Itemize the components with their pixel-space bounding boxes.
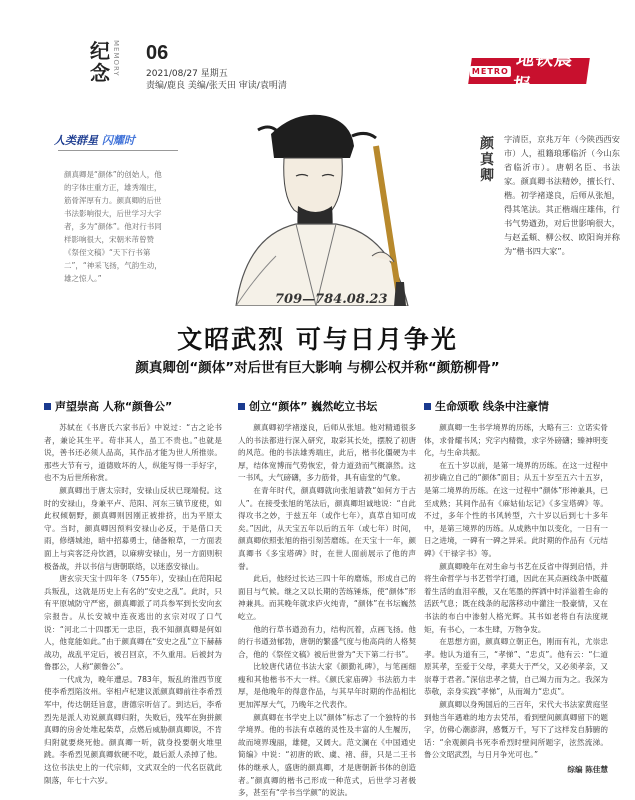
brand-prefix: METRO (472, 66, 509, 76)
issue-date: 2021/08/27 星期五 (146, 69, 228, 79)
paragraph: 颜真卿初学褚遂良，后师从张旭。他对精通很多人的书法都进行深入研究，取彩其长处，摆脱了初唐的风范。他的书法雄秀端庄，此后，楷书化僵硬为丰厚，结体宽博而气势恢宏，骨力道劲而气概凛然。这一书风，大气磅礴，多力筋骨，具有庙堂的气象。 (238, 423, 416, 483)
paragraph: 他的行草书遒劲有力，结构沉着，点画飞扬。他的行书遒劲郁勃，唐朝的繁盛气度与他高尚的人格契合，他的《祭侄文稿》被后世誉为“天下第二行书”。 (238, 624, 416, 659)
intro-text: 颜真卿是“颜体”的创始人，他的字体庄重方正，雄秀端庄，筋骨浑厚有力。颜真卿的后世书法影响很大，后世学习大字者，多为“颜体”。他对行书同样影响很大，宋朝米芾曾赞《祭侄文稿》“天下行书第二”，“神采飞扬，气韵生动，雄之惊人。” (64, 170, 162, 283)
tag-highlight: 闪耀时 (101, 134, 135, 147)
square-bullet-icon (424, 403, 431, 410)
paragraph: 此后，他经过长达三四十年的磨炼，形成自己的面目与气候。继之又以长期的苦练锤炼，使“颜体”形神兼具。而其晚年就求庐火纯青，“颜体”在书坛巍然屹立。 (238, 574, 416, 621)
paragraph: 在青年时代，颜真卿就向张旭请教“如何方于古人”。在接受张旭的笔法后，颜真卿坦诚地说：“自此得攻书之妙，于兹五年（或作七年），真草自知可成矣。”因此，从天宝五年以后的五年（或七年）时间，颜真卿依照张旭的指引刻苦磨练。在天宝十一年，颜真卿书《多宝塔碑》时，在世人面前展示了他的声誉。 (238, 485, 416, 571)
tag-underline (58, 150, 178, 151)
author-signature: 综编 陈佳慧 (567, 765, 608, 775)
article-title: 文昭武烈 可与日月争光 (177, 325, 458, 354)
paragraph: 颜真卿出于唐太宗时，安禄山反状已现端倪。这时的安禄山，身兼平卢、范阳、河东三镇节度使，如此权倾朝野，颜真卿则因刚正被排挤，出为平原太守。当时，颜真卿因预料安禄山必反，于是借口天雨，修缮城池，暗中招募勇士，储备粮草，一方面表面上与宾客泛舟饮酒，以麻痹安禄山，另一方面则积极备战，并以书信与唐朝联络，以迷惑安禄山。 (44, 485, 222, 571)
paragraph: 颜真卿晚年在对生命与书艺在反省中得到启悟，并将生命哲学与书艺哲学打通，因此在其点画线条中既蕴着生活的血泪辛酸，又在笔墨的挥洒中时洋溢着生命的活跃气息；既在线条的起落移动中灌注一股豪情，又在书法的布白中渗射人格光辉。其书如老将自有法度规矩，有书心，一本生肆，万物争发。 (424, 561, 608, 634)
tag-prefix: 人类群星 (54, 134, 98, 147)
column-heading-text: 声望崇高 人称“颜鲁公” (55, 400, 173, 413)
section-logo-en: MEMORY (112, 40, 120, 77)
column-heading (424, 398, 608, 414)
article-column-3 (424, 398, 608, 777)
section-logo: 纪念 (90, 39, 112, 85)
paragraph: 颜真卿在书学史上以“颜体”标志了一个独特的书学境界。他的书法有卓越的灵性及丰富的人生履历，故而境界瑰丽，雄健，又阔大。范文澜在《中国通史简编》中说：“初唐的欧、虞、褚、薛，只是二王书体的继承人，盛唐的颜真卿，才是唐朝新书体的创造者。”颜真卿的楷书己形成一种范式，后世学习者极多，甚至有“学书当学颜”的说法。 (238, 712, 416, 798)
portrait-illustration (176, 106, 451, 306)
page-header (0, 0, 635, 96)
article-column-1 (44, 398, 222, 787)
square-bullet-icon (238, 403, 245, 410)
subject-name: 颜真卿 (480, 136, 494, 184)
subject-bio: 字清臣，京兆万年（今陕西西安市）人，祖籍琅琊临沂（今山东省临沂市）。唐朝名臣、书法家。颜真卿书法精妙，擅长行、楷。初学褚遂良，后师从张旭，得其笔法。其正楷端庄雄伟，行书气势遒劲，对后世影响很大，与赵孟頫、柳公权、欧阳询并称为“楷书四大家”。 (504, 134, 620, 256)
paragraph: 颜真卿一生书学境界的历练，大略有三：立诺实骨体，求骨耀书风；究字内精微，求字外磅礴；臻神明变化，与生命共振。 (424, 423, 608, 458)
paragraph: 一代成为，晚年遭忌。783年，叛乱的淮西节度使李希烈陷汝州。宰相卢杞建议派颜真卿前往李希烈军中，传达朝廷旨意，唐德宗听信了。到达后，李希烈先是派人劝说颜真卿归附，失败后，残军在狗拼颜真卿的房舍处堆起柴草，点燃后威胁颜真卿说，不肯归附就要烧死他。颜真卿一听，就身投要朝火堆里跳。李希烈见颜真卿软硬不吃，最后派人杀掉了他。这位书法史上的一代宗师，文武双全的一代名臣就此陨落，年七十六岁。 (44, 674, 222, 785)
column-heading (238, 398, 416, 414)
paragraph: 唐玄宗天宝十四年冬（755年），安禄山在范阳起兵叛乱，这就是历史上有名的“安史之乱”。此时，只有平原城防守严密，颜真卿派了司兵参军到长安向玄宗报告。从长安城中连夜逃出的玄宗对叹了口气说：“河北二十四郡无一忠臣，我不知颜真卿是何如人，他竟能如此。”由于颜真卿在“安史之乱”立下赫赫战功，战乱平定后，被召回京，不久重用。后被封为鲁郡公，人称“颜鲁公”。 (44, 574, 222, 672)
column-tag (54, 132, 135, 148)
square-bullet-icon (44, 403, 51, 410)
column-heading (44, 398, 222, 414)
paragraph: 在思想方面，颜真卿立朝正色，刚而有礼，尤崇忠孝。他认为道有三，“孝悌”、“忠贞”。他有云：“仁道原其孝，至爱于父母，孝莫大于严父，又必须孝亲，又崇尊于君者。”深信忠孝之情，自己竭力而为之。我深为恭敬，亲身实践“孝悌”，从而竭力“忠贞”。 (424, 637, 608, 697)
column-heading-text: 生命颂歌 线条中注豪情 (435, 400, 549, 413)
article-subtitle: 颜真卿创“颜体”对后世有巨大影响 与柳公权并称“颜筋柳骨” (135, 360, 500, 376)
paragraph: 颜真卿以身殉国后的三百年，宋代大书法家黄庭坚到他当年遇难的地方去凭吊，看到壁间颜真卿留下的题字，仿佛心潮澎湃，感慨万千，写下了这样发自肺腑的话：“余观颜尚书死李希烈时壁间所题字，泫然流涕。鲁公文昭武烈，与日月争光可也。” (424, 700, 608, 760)
brand-name: 地铁晨报 (511, 49, 575, 96)
paragraph: 在五十岁以前，是第一境界的历练。在这一过程中初步确立自己的“颜体”面目；从五十岁至五六十五岁，是第二境界的历练。在这一过程中“颜体”形神兼具，已至成熟；其间作品有《麻姑仙坛记》《多宝塔碑》等。不过，多年个性的书风转型，六十岁以后到七十多年中，是第三境界的历练。从成熟中加以变化，一日有一日之进境，一碑有一碑之异采。此时期的作品有《元结碑》《干禄字书》等。 (424, 460, 608, 558)
page-number: 06 (146, 42, 169, 64)
paragraph: 苏轼在《书唐氏六家书后》中说过：“古之论书者，兼论其生平。苟非其人，虽工不贵也。”也就是说，善书还必须人品高，其作品才能为世人所推崇。那些大节有亏，道德败坏的人，纵能写得一手好字，也不为后世所称赏。 (44, 423, 222, 483)
editor-credits: 责编/鹿良 美编/张天田 审读/袁明清 (146, 81, 287, 91)
paragraph: 比较唐代诸位书法大家《颜勤礼碑》，与笔画细瘦和其他楷书不大一样。《颜氏家庙碑》书法筋力丰厚，是他晚年的得意作品，与其早年时期的作品相比更加浑厚大气，乃晚年之代表作。 (238, 662, 416, 710)
article-column-2 (238, 398, 416, 800)
hero-section (0, 96, 635, 316)
column-heading-text: 创立“颜体” 巍然屹立书坛 (249, 400, 378, 413)
life-dates: 709—784.08.23 (275, 292, 388, 307)
newspaper-brand (468, 49, 590, 96)
